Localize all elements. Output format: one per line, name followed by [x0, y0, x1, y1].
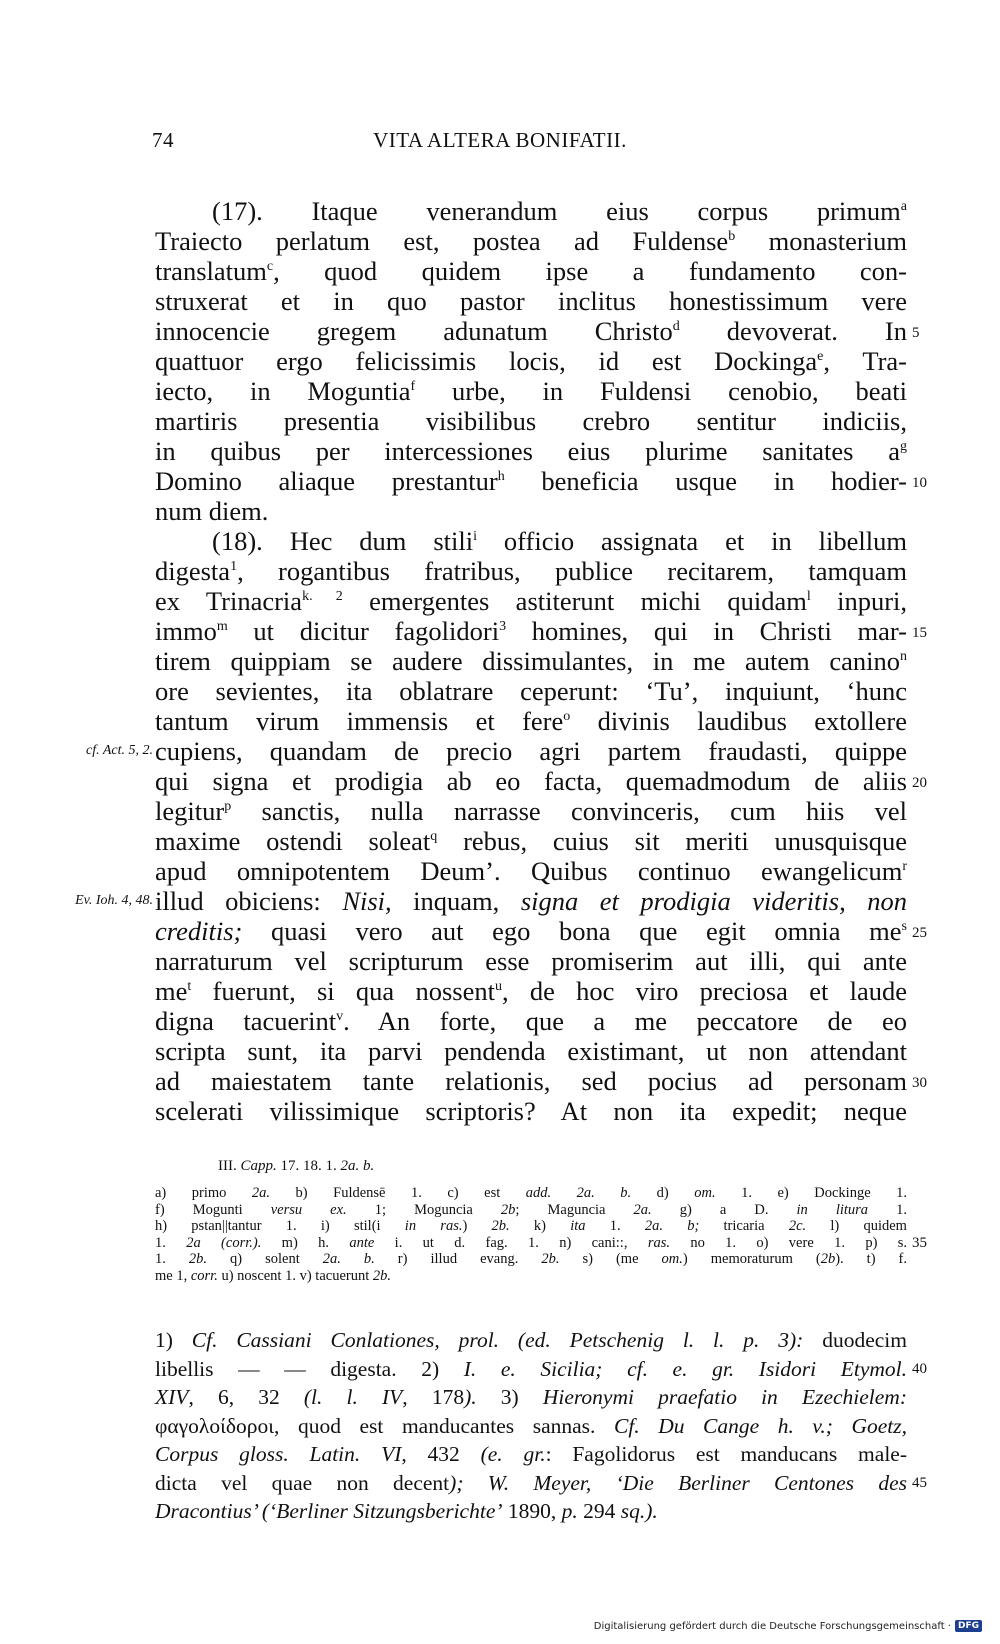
margin-reference: cf. Act. 5, 2. — [85, 743, 153, 758]
note-marker: q — [430, 829, 438, 844]
text-run: beneficia usque in hodier- — [504, 466, 907, 496]
text-run: 2b. — [188, 1251, 208, 1268]
credit-text: Digitalisierung gefördert durch die Deutsche Forschungsgemeinschaft · — [593, 1620, 951, 1632]
text-run: r) illud evang. — [374, 1251, 542, 1268]
text-run: q) solent — [207, 1251, 323, 1268]
text-run: versu ex. — [270, 1201, 347, 1218]
text-line — [155, 796, 907, 826]
line-number: 40 — [912, 1360, 927, 1377]
note-marker: l — [806, 589, 811, 604]
digitization-credit — [594, 1620, 982, 1632]
line-number: 45 — [912, 1474, 927, 1491]
text-line — [155, 466, 907, 496]
text-line — [155, 736, 907, 766]
text-run: 2b. — [372, 1267, 391, 1284]
text-run: Nisi, — [342, 886, 392, 916]
text-run: ) — [462, 1218, 492, 1235]
note-marker: b — [728, 229, 736, 244]
line-number: 25 — [912, 925, 927, 941]
text-run: : Fagolidorus est manducans male- — [545, 1442, 907, 1466]
text-run: digna tacuerint — [155, 1006, 337, 1036]
note-marker: o — [563, 709, 571, 724]
text-run: illud obiciens: — [155, 886, 343, 916]
apparatus-line — [155, 1202, 907, 1219]
text-run: homines, qui in Christi mar- — [506, 616, 907, 646]
text-run: , rogantibus fratribus, publice recitarem, tamquam — [237, 556, 907, 586]
text-run: sq.). — [620, 1499, 658, 1523]
text-line — [155, 1096, 907, 1126]
text-run: f) Mogunti — [155, 1201, 271, 1218]
text-line — [155, 676, 907, 706]
note-marker: v — [336, 1009, 344, 1024]
running-title: VITA ALTERA BONIFATII. — [373, 128, 627, 152]
text-run: Capp. — [240, 1158, 277, 1174]
note-marker: i — [473, 529, 477, 544]
page-number: 74 — [152, 128, 174, 152]
note-marker: c — [266, 259, 274, 274]
text-run: ). — [464, 1385, 477, 1409]
text-run: k) — [509, 1218, 571, 1235]
text-run: 1. — [155, 1251, 189, 1268]
text-run: in quibus per intercessiones eius plurime sanitates a — [155, 436, 900, 466]
text-run: devoverat. In — [679, 316, 907, 346]
text-run: φαγολοίδοροι, quod est manducantes sannas. — [155, 1413, 614, 1438]
footnote-line — [155, 1497, 907, 1526]
apparatus-line — [155, 1235, 907, 1252]
text-run: corr. — [190, 1267, 218, 1284]
text-run: translatum — [155, 256, 267, 286]
note-marker: g — [900, 439, 907, 454]
text-run: duodecim — [803, 1328, 907, 1352]
text-line — [155, 646, 907, 676]
text-line — [155, 196, 907, 226]
note-marker: f — [410, 379, 416, 394]
text-run: d) — [631, 1185, 695, 1201]
text-run: l) quidem — [806, 1218, 907, 1235]
text-line — [155, 826, 907, 856]
text-run: 2a. b; — [644, 1218, 700, 1235]
apparatus-line — [155, 1185, 907, 1202]
text-line — [155, 706, 907, 736]
text-run: om. — [694, 1185, 716, 1201]
text-run: Dracontius’ (‘Berliner Sitzungsberichte’ — [155, 1499, 503, 1523]
text-run: (l. l. IV — [303, 1385, 403, 1409]
note-marker: d — [672, 319, 680, 334]
text-run: 17. 18. 1. — [276, 1158, 341, 1174]
text-line — [155, 1066, 907, 1096]
text-run: 2c. — [788, 1218, 807, 1235]
margin-reference: Ev. Ioh. 4, 48. — [75, 893, 153, 908]
text-run: 3) — [476, 1385, 543, 1409]
text-run: ; Maguncia — [515, 1201, 634, 1218]
note-marker: 3 — [499, 619, 507, 634]
text-run: in ras. — [404, 1218, 463, 1235]
text-run: 1; Moguncia — [346, 1201, 501, 1218]
note-marker: 1 — [230, 559, 238, 574]
text-run: sanctis, nulla narrasse convinceris, cum hiis vel — [231, 796, 907, 826]
text-line — [155, 1036, 907, 1066]
text-run: martiris presentia visibilibus crebro sentitur indiciis, — [155, 406, 907, 436]
text-run: quasi vero aut ego bona que egit omnia me — [242, 916, 902, 946]
text-run: i. ut d. fag. 1. n) cani::, — [374, 1234, 648, 1251]
text-line — [155, 586, 907, 616]
text-run: (e. gr. — [480, 1442, 546, 1466]
text-run: apud omnipotentem Deum’. Quibus continuo ewangelicum — [155, 856, 903, 886]
text-run: h) pstan||tantur 1. i) stil(i — [155, 1218, 405, 1235]
text-run: divinis laudibus extollere — [570, 706, 907, 736]
text-line — [155, 526, 907, 556]
text-run: p. — [561, 1499, 578, 1523]
text-run: ras. — [647, 1234, 670, 1251]
text-run: rebus, cuius sit meriti unusquisque — [437, 826, 907, 856]
footnote-line — [155, 1469, 907, 1498]
text-line — [155, 496, 907, 526]
text-line — [155, 286, 907, 316]
text-run: . An forte, que a me peccatore de eo — [343, 1006, 908, 1036]
chapter-sources — [218, 1158, 374, 1175]
text-run: legitur — [155, 796, 225, 826]
running-header — [0, 128, 1000, 158]
text-run: 1. — [585, 1218, 645, 1235]
text-run: 1. e) Dockinge 1. — [715, 1185, 908, 1201]
text-run: s) (me — [559, 1251, 662, 1268]
footnote-line — [155, 1326, 907, 1355]
text-line — [155, 976, 907, 1006]
text-run: monasterium — [735, 226, 907, 256]
text-run: (18). Hec dum stili — [212, 526, 474, 556]
text-run: ante — [349, 1234, 375, 1251]
text-run: fuerunt, si qua nossent — [191, 976, 495, 1006]
text-run: scelerati vilissimique scriptoris? At non ita expedit; neque — [155, 1096, 907, 1126]
text-run: tantum virum immensis et fere — [155, 706, 564, 736]
text-line — [155, 946, 907, 976]
text-run: ore sevientes, ita oblatrare ceperunt: ‘Tu’, inquiunt, ‘hunc — [155, 676, 907, 706]
text-run: I. e. Sicilia; cf. e. gr. Isidori Etymol. — [463, 1356, 907, 1381]
apparatus-line — [155, 1251, 907, 1268]
note-marker: e — [817, 349, 824, 364]
text-run: emergentes astiterunt michi quidam — [342, 586, 807, 616]
text-run: , Tra- — [823, 346, 907, 376]
text-run: qui signa et prodigia ab eo facta, quemadmodum de aliis — [155, 766, 907, 796]
text-run: 2a (corr.). — [186, 1234, 262, 1251]
text-run: b) Fuldensē 1. c) est — [270, 1185, 526, 1201]
footnote-line — [155, 1383, 907, 1412]
line-number: 15 — [912, 625, 927, 641]
footnote-line — [155, 1412, 907, 1441]
text-run: 2a. — [633, 1201, 652, 1218]
text-run: g) a D. — [651, 1201, 797, 1218]
text-run: ). t) f. — [835, 1251, 908, 1268]
text-line — [155, 376, 907, 406]
text-run: Cf. Du Cange h. v.; Goetz, — [613, 1413, 907, 1438]
text-run: tirem quippiam se audere dissimulantes, in me autem canino — [155, 646, 900, 676]
footnote-line — [155, 1440, 907, 1469]
text-run: inquam, — [391, 886, 521, 916]
text-run: tricaria — [699, 1218, 789, 1235]
text-run: m) h. — [261, 1234, 350, 1251]
text-run: libellis — — digesta. 2) — [155, 1356, 464, 1381]
text-run: 1) — [155, 1328, 192, 1352]
line-number: 10 — [912, 475, 927, 491]
text-run: ); W. Meyer, ‘Die Berliner Centones des — [449, 1470, 907, 1495]
text-line — [155, 1006, 907, 1036]
text-run: , de hoc viro preciosa et laude — [501, 976, 907, 1006]
footnotes — [155, 1326, 907, 1526]
text-run: iecto, in Moguntia — [155, 376, 411, 406]
text-run: , 178 — [402, 1385, 465, 1409]
text-run: 1890, — [502, 1499, 562, 1523]
text-run: cupiens, quandam de precio agri partem fraudasti, quippe — [155, 736, 907, 766]
text-run: dicta vel quae non decent — [155, 1470, 450, 1495]
note-marker: a — [900, 199, 907, 214]
text-run: ita — [570, 1218, 586, 1235]
text-run: quattuor ergo felicissimis locis, id est Dockinga — [155, 346, 818, 376]
main-text — [155, 196, 907, 1126]
note-marker: p — [224, 799, 232, 814]
text-run: urbe, in Fuldensi cenobio, beati — [415, 376, 907, 406]
note-marker: n — [900, 649, 907, 664]
text-run: no 1. o) vere 1. p) s. — [669, 1234, 908, 1251]
text-line — [155, 766, 907, 796]
text-run: Traiecto perlatum est, postea ad Fuldense — [155, 226, 729, 256]
text-run: , 432 — [401, 1442, 481, 1466]
text-run: , quod quidem ipse a fundamento con- — [273, 256, 907, 286]
line-number: 30 — [912, 1075, 927, 1091]
text-run: 2a. b. — [322, 1251, 375, 1268]
text-run: u) noscent 1. v) tacuerunt — [217, 1267, 373, 1284]
text-run: XIV — [155, 1385, 189, 1409]
text-run: scripta sunt, ita parvi pendenda existimant, ut non attendant — [155, 1036, 907, 1066]
note-marker: h — [497, 469, 505, 484]
text-run: immo — [155, 616, 217, 646]
text-line — [155, 886, 907, 916]
text-run: Hieronymi praefatio in Ezechielem: — [542, 1385, 907, 1409]
text-run: ut dicitur fagolidori — [227, 616, 500, 646]
note-marker: m — [216, 619, 228, 634]
text-run: a) primo — [155, 1185, 252, 1201]
text-line — [155, 346, 907, 376]
text-run: 2b. — [541, 1251, 560, 1268]
line-number: 35 — [912, 1234, 927, 1251]
text-run: ad maiestatem tante relationis, sed pocius ad personam — [155, 1066, 907, 1096]
note-marker: s — [901, 919, 907, 934]
text-run: struxerat et in quo pastor inclitus honestissimum vere — [155, 286, 907, 316]
text-run: 2a. — [251, 1185, 271, 1201]
text-run: om. — [661, 1251, 683, 1268]
text-run: num diem. — [155, 496, 269, 526]
text-run: innocencie gregem adunatum Christo — [155, 316, 673, 346]
text-line — [155, 856, 907, 886]
text-run: Domino aliaque prestantur — [155, 466, 498, 496]
text-run: ex Trinacria — [155, 586, 303, 616]
text-run: creditis; — [155, 916, 243, 946]
text-run: ) memoraturum ( — [682, 1251, 821, 1268]
footnote-line — [155, 1355, 907, 1384]
text-run: 2a. b. — [340, 1158, 375, 1174]
text-run: 1. — [868, 1201, 907, 1218]
line-number: 20 — [912, 775, 927, 791]
text-run: me — [155, 976, 188, 1006]
note-marker: t — [187, 979, 192, 994]
text-run: Cf. Cassiani Conlationes, prol. (ed. Petschenig l. l. p. 3): — [191, 1328, 804, 1352]
text-run: narraturum vel scripturum esse promiserim aut illi, qui ante — [155, 946, 907, 976]
text-run: 294 — [577, 1499, 621, 1523]
text-run: 2b — [820, 1251, 836, 1268]
text-line — [155, 616, 907, 646]
text-run: add. 2a. b. — [525, 1185, 632, 1201]
text-run: (17). Itaque venerandum eius corpus primum — [212, 196, 901, 226]
text-run: in litura — [796, 1201, 869, 1218]
dfg-logo: DFG — [955, 1620, 982, 1632]
note-marker: u — [494, 979, 502, 994]
text-line — [155, 226, 907, 256]
text-run: 2b — [500, 1201, 516, 1218]
text-run: , 6, 32 — [188, 1385, 304, 1409]
text-line — [155, 316, 907, 346]
text-run: Corpus gloss. Latin. VI — [155, 1442, 402, 1466]
apparatus-line — [155, 1268, 907, 1285]
text-line — [155, 436, 907, 466]
note-marker: k. 2 — [302, 589, 343, 604]
text-run: digesta — [155, 556, 231, 586]
text-run: signa et prodigia videritis, non — [520, 886, 907, 916]
text-line — [155, 406, 907, 436]
text-run: 1. — [155, 1234, 187, 1251]
text-run: officio assignata et in libellum — [477, 526, 908, 556]
line-number: 5 — [912, 325, 920, 341]
text-line — [155, 556, 907, 586]
text-run: me 1, — [155, 1267, 191, 1284]
text-run: inpuri, — [810, 586, 908, 616]
text-run: III. — [218, 1158, 241, 1174]
text-line — [155, 256, 907, 286]
text-run: maxime ostendi soleat — [155, 826, 431, 856]
note-marker: r — [902, 859, 907, 874]
apparatus-line — [155, 1218, 907, 1235]
critical-apparatus — [155, 1185, 907, 1285]
text-line — [155, 916, 907, 946]
text-run: 2b. — [491, 1218, 510, 1235]
